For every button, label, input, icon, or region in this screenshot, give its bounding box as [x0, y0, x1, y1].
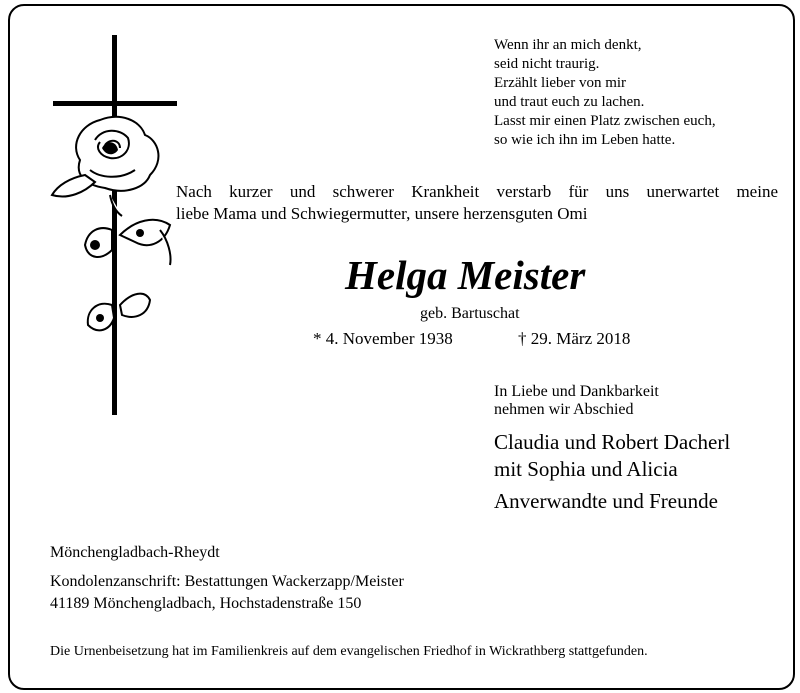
mourner-line: Anverwandte und Freunde — [494, 489, 718, 513]
mourner-line: Claudia und Robert Dacherl — [494, 430, 731, 454]
death-date: † 29. März 2018 — [518, 329, 631, 348]
farewell-line: nehmen wir Abschied — [494, 401, 634, 418]
intro-line: liebe Mama und Schwiegermutter, unsere herzensguten Omi — [176, 204, 588, 223]
poem-line: seid nicht traurig. — [494, 56, 600, 72]
place: Mönchengladbach-Rheydt — [50, 544, 220, 561]
birth-date: * 4. November 1938 — [313, 329, 453, 348]
farewell-line: In Liebe und Dankbarkeit — [494, 383, 659, 400]
poem — [494, 36, 716, 150]
poem-line: Erzählt lieber von mir — [494, 75, 627, 91]
mourner-line: mit Sophia und Alicia — [494, 457, 678, 481]
poem-line: Wenn ihr an mich denkt, — [494, 37, 642, 53]
poem-line: so wie ich ihn im Leben hatte. — [494, 132, 676, 148]
maiden-name: geb. Bartuschat — [420, 305, 520, 322]
condolence-address: Kondolenzanschrift: Bestattungen Wackerzapp/Meister — [50, 573, 404, 590]
intro-text — [176, 181, 778, 225]
burial-note: Die Urnenbeisetzung hat im Familienkreis auf dem evangelischen Friedhof in Wickrathberg stattgefunden. — [50, 644, 648, 659]
intro-line: Nach kurzer und schwerer Krankheit verstarb für uns unerwartet meine — [176, 182, 778, 201]
poem-line: Lasst mir einen Platz zwischen euch, — [494, 113, 716, 129]
deceased-name: Helga Meister — [345, 252, 586, 298]
condolence-address: 41189 Mönchengladbach, Hochstadenstraße 150 — [50, 595, 362, 612]
poem-line: und traut euch zu lachen. — [494, 94, 645, 110]
